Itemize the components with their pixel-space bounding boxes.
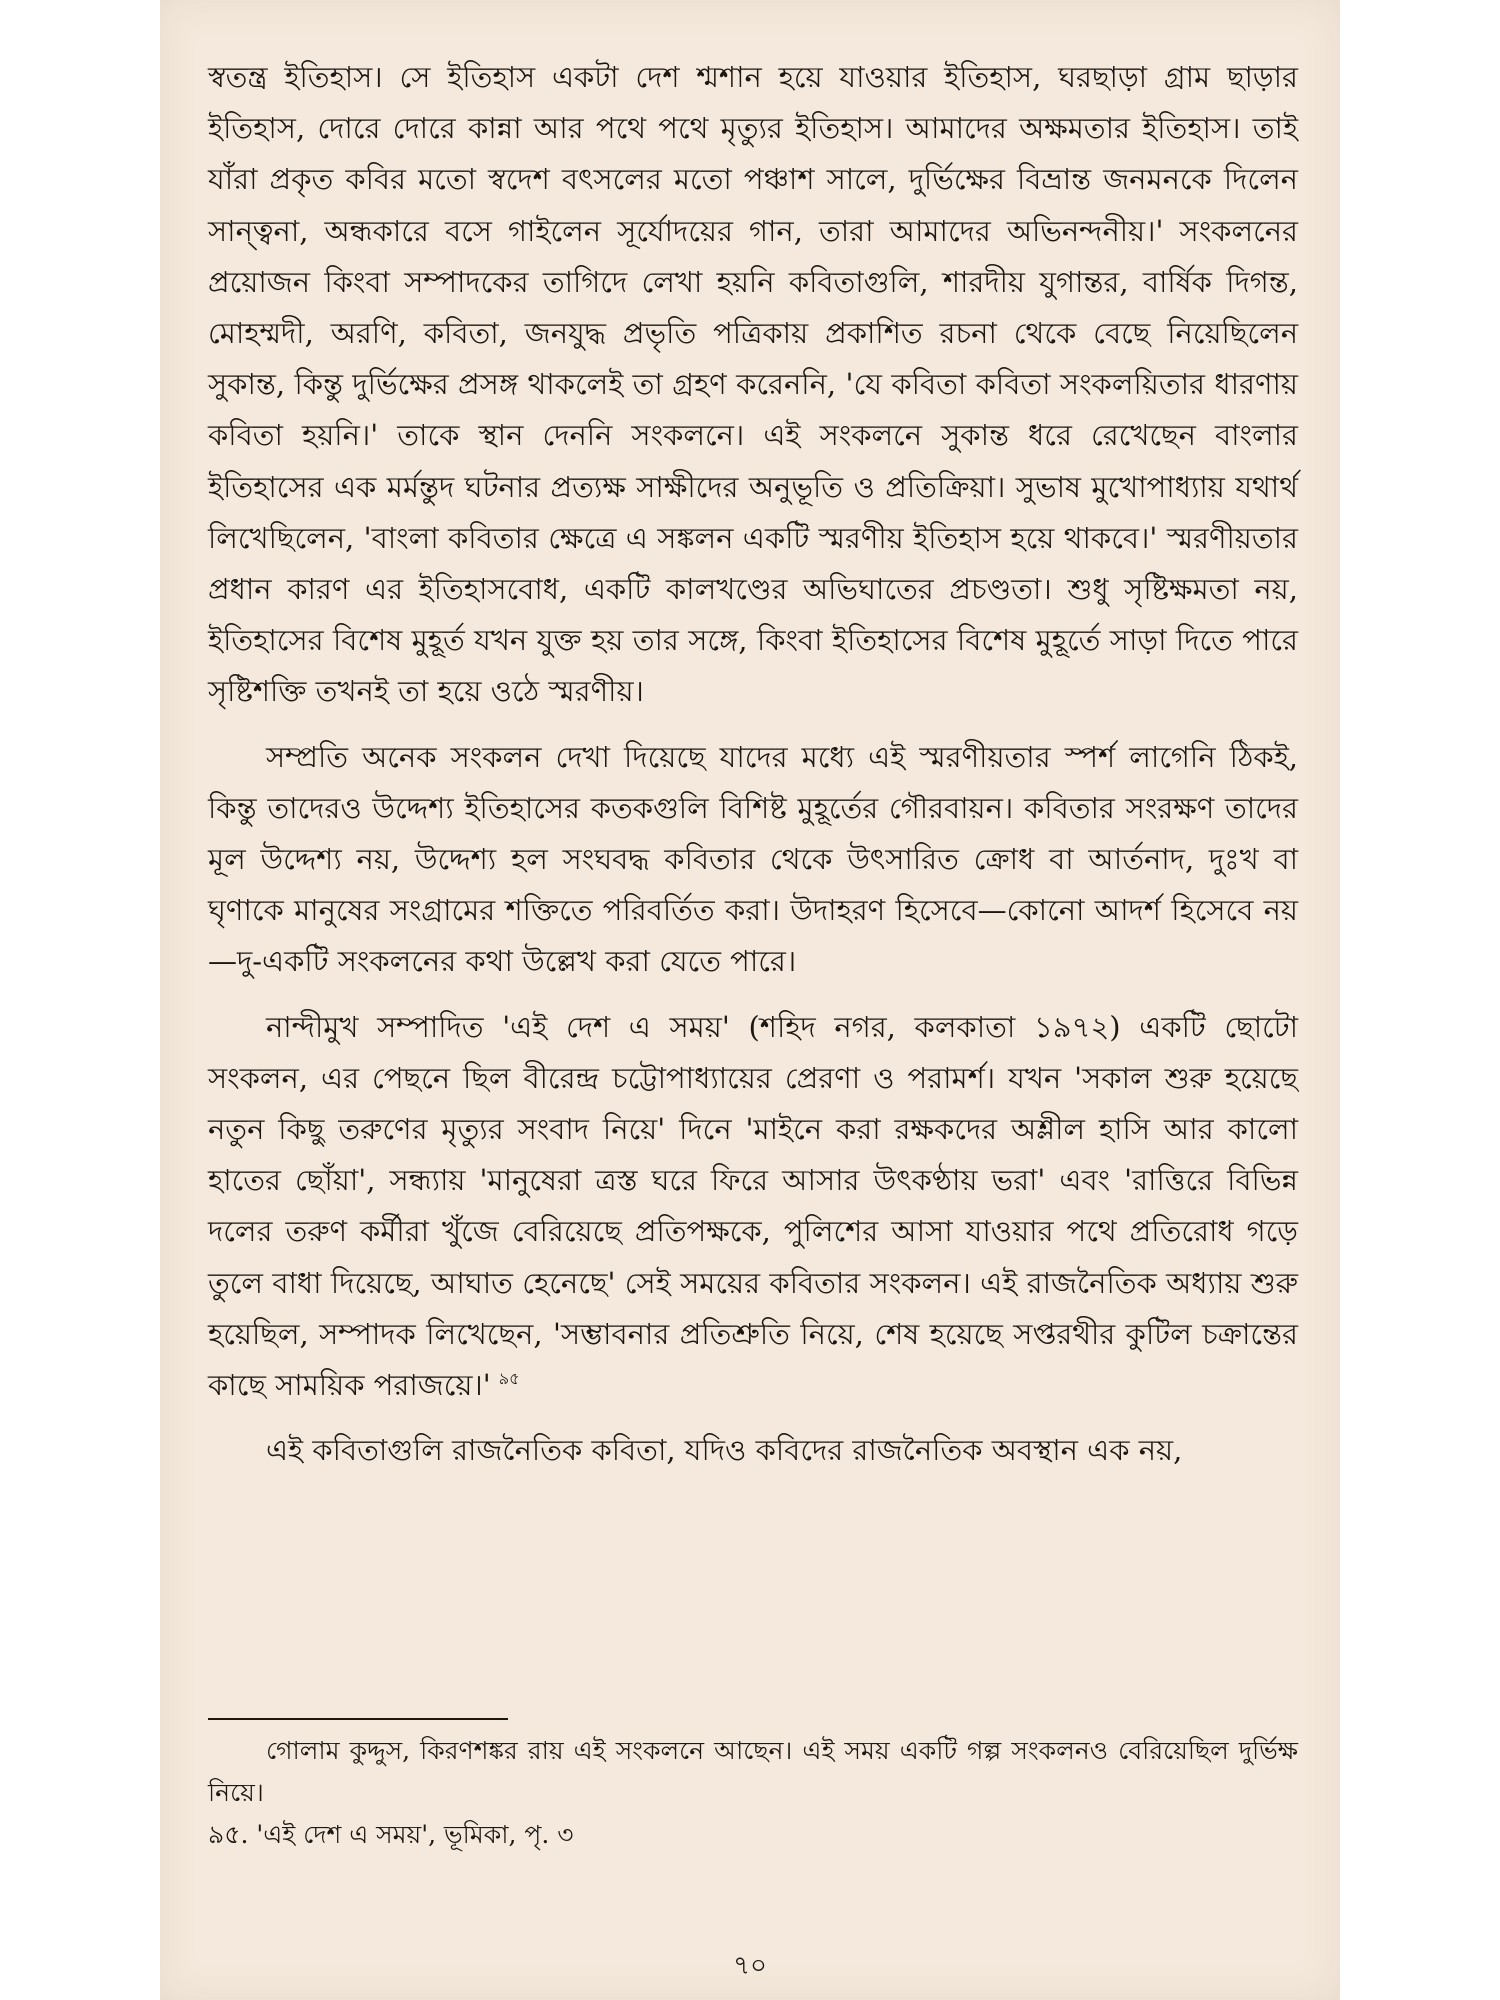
footnote-divider [208, 1718, 508, 1720]
paragraph-3 [208, 1002, 1298, 1412]
footnote-reference: ৯৫ [498, 1369, 520, 1389]
paragraph-3-text: নান্দীমুখ সম্পাদিত 'এই দেশ এ সময়' (শহিদ নগর, কলকাতা ১৯৭২) একটি ছোটো সংকলন, এর পেছনে ছিল বীরেন্দ্র চট্টোপাধ্যায়ের প্রেরণা ও পরামর্শ। যখন 'সকাল শুরু হয়েছে নতুন কিছু তরুণের মৃত্যুর সংবাদ নিয়ে' দিনে 'মাইনে করা রক্ষকদের অশ্লীল হাসি আর কালো হাতের ছোঁয়া', সন্ধ্যায় 'মানুষেরা ত্রস্ত ঘরে ফিরে আসার উৎকণ্ঠায় ভরা' এবং 'রাত্তিরে বিভিন্ন দলের তরুণ কর্মীরা খুঁজে বেরিয়েছে প্রতিপক্ষকে, পুলিশের আসা যাওয়ার পথে প্রতিরোধ গড়ে তুলে বাধা দিয়েছে, আঘাত হেনেছে' সেই সময়ের কবিতার সংকলন। এই রাজনৈতিক অধ্যায় শুরু হয়েছিল, সম্পাদক লিখেছেন, 'সম্ভাবনার প্রতিশ্রুতি নিয়ে, শেষ হয়েছে সপ্তরথীর কুটিল চক্রান্তের কাছে সাময়িক পরাজয়ে।' [208, 1009, 1298, 1403]
book-page [160, 0, 1340, 2000]
body-text [208, 52, 1298, 1476]
paragraph-1: স্বতন্ত্র ইতিহাস। সে ইতিহাস একটা দেশ শ্মশান হয়ে যাওয়ার ইতিহাস, ঘরছাড়া গ্রাম ছাড়ার ইতিহাস, দোরে দোরে কান্না আর পথে পথে মৃত্যুর ইতিহাস। আমাদের অক্ষমতার ইতিহাস। তাই যাঁরা প্রকৃত কবির মতো স্বদেশ বৎসলের মতো পঞ্চাশ সালে, দুর্ভিক্ষের বিভ্রান্ত জনমনকে দিলেন সান্ত্বনা, অন্ধকারে বসে গাইলেন সূর্যোদয়ের গান, তারা আমাদের অভিনন্দনীয়।' সংকলনের প্রয়োজন কিংবা সম্পাদকের তাগিদে লেখা হয়নি কবিতাগুলি, শারদীয় যুগান্তর, বার্ষিক দিগন্ত, মোহম্মদী, অরণি, কবিতা, জনযুদ্ধ প্রভৃতি পত্রিকায় প্রকাশিত রচনা থেকে বেছে নিয়েছিলেন সুকান্ত, কিন্তু দুর্ভিক্ষের প্রসঙ্গ থাকলেই তা গ্রহণ করেননি, 'যে কবিতা কবিতা সংকলয়িতার ধারণায় কবিতা হয়নি।' তাকে স্থান দেননি সংকলনে। এই সংকলনে সুকান্ত ধরে রেখেছেন বাংলার ইতিহাসের এক মর্মন্তুদ ঘটনার প্রত্যক্ষ সাক্ষীদের অনুভূতি ও প্রতিক্রিয়া। সুভাষ মুখোপাধ্যায় যথার্থ লিখেছিলেন, 'বাংলা কবিতার ক্ষেত্রে এ সঙ্কলন একটি স্মরণীয় ইতিহাস হয়ে থাকবে।' স্মরণীয়তার প্রধান কারণ এর ইতিহাসবোধ, একটি কালখণ্ডের অভিঘাতের প্রচণ্ডতা। শুধু সৃষ্টিক্ষমতা নয়, ইতিহাসের বিশেষ মুহূর্ত যখন যুক্ত হয় তার সঙ্গে, কিংবা ইতিহাসের বিশেষ মুহূর্তে সাড়া দিতে পারে সৃষ্টিশক্তি তখনই তা হয়ে ওঠে স্মরণীয়। [208, 60, 1298, 709]
footnotes [208, 1730, 1298, 1856]
footnote-continuation: গোলাম কুদ্দুস, কিরণশঙ্কর রায় এই সংকলনে আছেন। এই সময় একটি গল্প সংকলনও বেরিয়েছিল দুর্ভিক্ষ নিয়ে। [208, 1736, 1298, 1807]
footnote-95: ৯৫. 'এই দেশ এ সময়', ভূমিকা, পৃ. ৩ [208, 1820, 574, 1849]
paragraph-2: সম্প্রতি অনেক সংকলন দেখা দিয়েছে যাদের মধ্যে এই স্মরণীয়তার স্পর্শ লাগেনি ঠিকই, কিন্তু তাদেরও উদ্দেশ্য ইতিহাসের কতকগুলি বিশিষ্ট মুহূর্তের গৌরবায়ন। কবিতার সংরক্ষণ তাদের মূল উদ্দেশ্য নয়, উদ্দেশ্য হল সংঘবদ্ধ কবিতার থেকে উৎসারিত ক্রোধ বা আর্তনাদ, দুঃখ বা ঘৃণাকে মানুষের সংগ্রামের শক্তিতে পরিবর্তিত করা। উদাহরণ হিসেবে—কোনো আদর্শ হিসেবে নয়—দু-একটি সংকলনের কথা উল্লেখ করা যেতে পারে। [208, 739, 1298, 979]
page-number: ৭০ [733, 1951, 767, 1981]
paragraph-4: এই কবিতাগুলি রাজনৈতিক কবিতা, যদিও কবিদের রাজনৈতিক অবস্থান এক নয়, [266, 1433, 1183, 1468]
